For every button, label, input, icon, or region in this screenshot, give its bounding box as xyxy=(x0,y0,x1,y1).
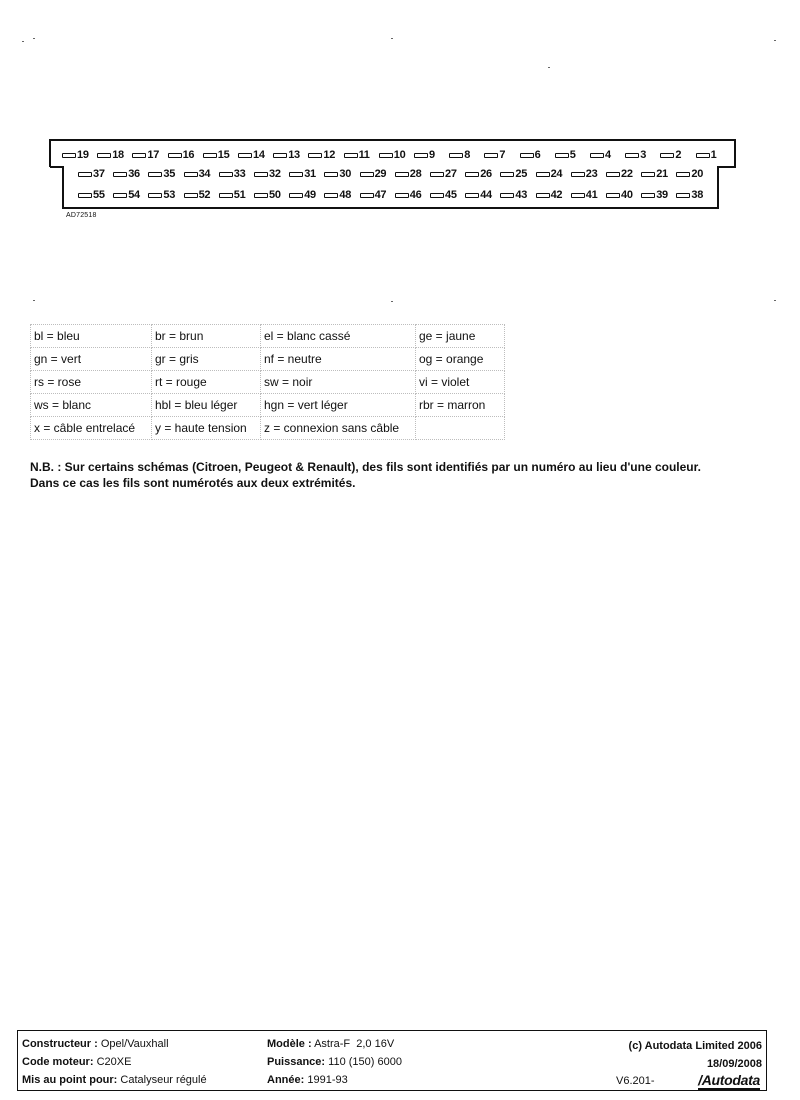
pin-number: 52 xyxy=(198,189,211,201)
pin-socket-icon xyxy=(606,172,620,177)
code-moteur-line xyxy=(22,1054,131,1070)
connector-pin xyxy=(449,147,470,163)
pin-number: 7 xyxy=(499,149,506,161)
annee-value: 1991-93 xyxy=(307,1074,348,1086)
pin-socket-icon xyxy=(484,153,498,158)
pin-number: 35 xyxy=(163,168,176,180)
connector-pin xyxy=(660,147,681,163)
pin-socket-icon xyxy=(184,172,198,177)
scan-speck xyxy=(774,300,776,301)
diagram-code: AD72518 xyxy=(66,212,97,219)
pin-socket-icon xyxy=(555,153,569,158)
scan-speck xyxy=(548,67,550,68)
connector-pin xyxy=(344,147,370,163)
connector-pin xyxy=(625,147,646,163)
pin-number: 14 xyxy=(253,149,265,161)
connector-pin xyxy=(360,166,387,182)
pin-socket-icon xyxy=(184,193,198,198)
pin-socket-icon xyxy=(500,193,514,198)
pin-number: 53 xyxy=(163,189,176,201)
connector-pin xyxy=(324,187,351,203)
pin-number: 4 xyxy=(605,149,611,161)
pin-socket-icon xyxy=(203,153,217,158)
connector-pin xyxy=(571,187,598,203)
connector-pin xyxy=(500,166,527,182)
constructeur-label: Constructeur : xyxy=(22,1038,98,1050)
connector-diagram xyxy=(38,137,738,211)
pin-socket-icon xyxy=(676,193,690,198)
legend-cell: rt = rouge xyxy=(152,371,261,394)
pin-socket-icon xyxy=(641,193,655,198)
pin-socket-icon xyxy=(168,153,182,158)
pin-number: 18 xyxy=(112,149,124,161)
copyright: (c) Autodata Limited 2006 xyxy=(628,1040,762,1052)
pin-socket-icon xyxy=(78,193,92,198)
pin-number: 32 xyxy=(269,168,281,180)
pin-socket-icon xyxy=(289,172,303,177)
legend-cell xyxy=(416,417,505,440)
legend-cell: sw = noir xyxy=(261,371,416,394)
connector-pin xyxy=(78,166,105,182)
connector-pin xyxy=(676,166,703,182)
constructeur-value: Opel/Vauxhall xyxy=(100,1038,169,1050)
pin-number: 13 xyxy=(288,149,300,161)
legend-cell: nf = neutre xyxy=(261,348,416,371)
pin-row-3 xyxy=(78,187,718,203)
pin-number: 49 xyxy=(304,189,316,201)
pin-socket-icon xyxy=(344,153,358,158)
pin-number: 26 xyxy=(480,168,492,180)
modele-label: Modèle : xyxy=(267,1038,312,1050)
pin-socket-icon xyxy=(113,172,127,177)
pin-socket-icon xyxy=(132,153,146,158)
legend-cell: bl = bleu xyxy=(31,325,152,348)
print-date: 18/09/2008 xyxy=(706,1058,762,1070)
pin-socket-icon xyxy=(571,172,585,177)
pin-socket-icon xyxy=(308,153,322,158)
connector-pin xyxy=(184,166,211,182)
connector-pin xyxy=(78,187,105,203)
legend-cell: gn = vert xyxy=(31,348,152,371)
pin-socket-icon xyxy=(289,193,303,198)
connector-pin xyxy=(184,187,211,203)
legend-cell: gr = gris xyxy=(152,348,261,371)
pin-socket-icon xyxy=(148,193,162,198)
pin-socket-icon xyxy=(520,153,534,158)
legend-row xyxy=(31,394,505,417)
connector-pin xyxy=(555,147,576,163)
mise-au-point-line xyxy=(22,1072,207,1088)
pin-socket-icon xyxy=(379,153,393,158)
connector-pin xyxy=(379,147,406,163)
brand-name: Autodata xyxy=(701,1072,760,1088)
legend-cell: y = haute tension xyxy=(152,417,261,440)
connector-pin xyxy=(203,147,230,163)
pin-number: 27 xyxy=(445,168,457,180)
connector-pin xyxy=(500,187,527,203)
pin-socket-icon xyxy=(590,153,604,158)
pin-number: 55 xyxy=(93,189,105,201)
pin-number: 42 xyxy=(550,189,563,201)
pin-socket-icon xyxy=(625,153,639,158)
pin-socket-icon xyxy=(254,172,268,177)
pin-socket-icon xyxy=(360,172,374,177)
connector-pin xyxy=(273,147,300,163)
pin-number: 9 xyxy=(429,149,435,161)
slash-icon: / xyxy=(698,1072,702,1088)
connector-pin xyxy=(219,187,246,203)
pin-socket-icon xyxy=(465,172,479,177)
pin-number: 41 xyxy=(585,189,598,201)
pin-socket-icon xyxy=(696,153,710,158)
pin-number: 33 xyxy=(233,168,246,180)
pin-row-1 xyxy=(62,147,722,163)
pin-number: 16 xyxy=(182,149,195,161)
pin-number: 46 xyxy=(409,189,422,201)
pin-socket-icon xyxy=(273,153,287,158)
pin-socket-icon xyxy=(430,172,444,177)
legend-cell: ws = blanc xyxy=(31,394,152,417)
pin-number: 36 xyxy=(128,168,140,180)
note-line-1: N.B. : Sur certains schémas (Citroen, Peugeot & Renault), des fils sont identifiés par un numéro au lieu d'une couleur. xyxy=(30,460,701,474)
constructeur-line xyxy=(22,1036,169,1052)
connector-pin xyxy=(148,187,175,203)
modele-line xyxy=(267,1036,394,1052)
pin-number: 29 xyxy=(374,168,387,180)
scan-speck xyxy=(391,38,393,39)
connector-pin xyxy=(536,166,563,182)
pin-socket-icon xyxy=(449,153,463,158)
pin-number: 6 xyxy=(534,149,541,161)
pin-number: 45 xyxy=(445,189,457,201)
pin-number: 37 xyxy=(93,168,105,180)
pin-socket-icon xyxy=(676,172,690,177)
pin-number: 23 xyxy=(585,168,598,180)
legend-cell: x = câble entrelacé xyxy=(31,417,152,440)
legend-row xyxy=(31,348,505,371)
legend-row xyxy=(31,325,505,348)
legend-cell: vi = violet xyxy=(416,371,505,394)
pin-number: 5 xyxy=(569,149,576,161)
connector-pin xyxy=(132,147,159,163)
pin-number: 44 xyxy=(480,189,492,201)
legend-cell: el = blanc cassé xyxy=(261,325,416,348)
pin-socket-icon xyxy=(62,153,76,158)
connector-pin xyxy=(324,166,351,182)
connector-pin xyxy=(536,187,563,203)
pin-socket-icon xyxy=(97,153,111,158)
footer-info-box xyxy=(17,1030,767,1091)
note-line-2: Dans ce cas les fils sont numérotés aux deux extrémités. xyxy=(30,476,356,490)
pin-number: 54 xyxy=(128,189,140,201)
pin-number: 11 xyxy=(358,149,370,161)
pin-number: 38 xyxy=(691,189,704,201)
annee-label: Année: xyxy=(267,1074,305,1086)
pin-number: 19 xyxy=(77,149,89,161)
connector-pin xyxy=(484,147,505,163)
pin-number: 20 xyxy=(691,168,704,180)
connector-pin xyxy=(465,166,492,182)
pin-socket-icon xyxy=(414,153,428,158)
mise-au-point-value: Catalyseur régulé xyxy=(120,1074,207,1086)
note-paragraph xyxy=(30,459,780,491)
mise-au-point-label: Mis au point pour: xyxy=(22,1074,118,1086)
legend-cell: br = brun xyxy=(152,325,261,348)
legend-row xyxy=(31,371,505,394)
pin-socket-icon xyxy=(78,172,92,177)
legend-cell: og = orange xyxy=(416,348,505,371)
color-legend-table xyxy=(30,324,505,440)
pin-socket-icon xyxy=(395,193,409,198)
connector-pin xyxy=(395,166,422,182)
pin-socket-icon xyxy=(430,193,444,198)
pin-number: 10 xyxy=(393,149,406,161)
connector-pin xyxy=(238,147,265,163)
pin-socket-icon xyxy=(148,172,162,177)
connector-pin xyxy=(219,166,246,182)
pin-number: 50 xyxy=(269,189,281,201)
connector-pin xyxy=(289,187,316,203)
legend-cell: ge = jaune xyxy=(416,325,505,348)
connector-pin xyxy=(254,166,281,182)
connector-pin xyxy=(113,187,140,203)
connector-pin xyxy=(430,166,457,182)
pin-number: 22 xyxy=(621,168,633,180)
pin-socket-icon xyxy=(571,193,585,198)
scan-speck xyxy=(22,41,24,42)
connector-pin xyxy=(590,147,611,163)
connector-pin xyxy=(360,187,387,203)
pin-number: 17 xyxy=(147,149,160,161)
autodata-logo xyxy=(698,1073,760,1090)
pin-socket-icon xyxy=(395,172,409,177)
pin-number: 51 xyxy=(233,189,246,201)
connector-pin xyxy=(62,147,89,163)
pin-number: 40 xyxy=(621,189,633,201)
annee-line xyxy=(267,1072,348,1088)
pin-socket-icon xyxy=(500,172,514,177)
scan-speck xyxy=(774,40,776,41)
pin-number: 47 xyxy=(374,189,387,201)
legend-cell: rbr = marron xyxy=(416,394,505,417)
pin-number: 3 xyxy=(640,149,647,161)
pin-number: 48 xyxy=(339,189,352,201)
puissance-label: Puissance: xyxy=(267,1056,326,1068)
pin-number: 8 xyxy=(464,149,471,161)
connector-pin xyxy=(308,147,335,163)
connector-pin xyxy=(113,166,140,182)
puissance-value: 110 (150) 6000 xyxy=(328,1056,402,1068)
connector-pin xyxy=(97,147,124,163)
connector-pin xyxy=(641,187,668,203)
pin-socket-icon xyxy=(219,172,233,177)
pin-number: 1 xyxy=(710,149,717,161)
pin-socket-icon xyxy=(606,193,620,198)
connector-pin xyxy=(606,166,633,182)
pin-socket-icon xyxy=(641,172,655,177)
legend-cell: rs = rose xyxy=(31,371,152,394)
pin-socket-icon xyxy=(219,193,233,198)
legend-cell: z = connexion sans câble xyxy=(261,417,416,440)
pin-socket-icon xyxy=(465,193,479,198)
legend-row xyxy=(31,417,505,440)
pin-socket-icon xyxy=(324,172,338,177)
pin-number: 34 xyxy=(198,168,211,180)
pin-socket-icon xyxy=(660,153,674,158)
code-moteur-value: C20XE xyxy=(96,1056,132,1068)
pin-socket-icon xyxy=(238,153,252,158)
pin-socket-icon xyxy=(113,193,127,198)
modele-value: Astra-F 2,0 16V xyxy=(314,1038,395,1050)
pin-socket-icon xyxy=(536,172,550,177)
connector-pin xyxy=(676,187,703,203)
connector-pin xyxy=(641,166,668,182)
connector-pin xyxy=(696,147,717,163)
legend-cell: hbl = bleu léger xyxy=(152,394,261,417)
pin-number: 39 xyxy=(656,189,668,201)
legend-cell: hgn = vert léger xyxy=(261,394,416,417)
connector-pin xyxy=(571,166,598,182)
puissance-line xyxy=(267,1054,402,1070)
connector-pin xyxy=(520,147,541,163)
connector-pin xyxy=(148,166,175,182)
pin-row-2 xyxy=(78,166,718,182)
pin-number: 30 xyxy=(339,168,352,180)
pin-number: 24 xyxy=(550,168,563,180)
pin-socket-icon xyxy=(536,193,550,198)
connector-pin xyxy=(289,166,316,182)
connector-pin xyxy=(395,187,422,203)
pin-number: 21 xyxy=(656,168,668,180)
pin-socket-icon xyxy=(324,193,338,198)
connector-pin xyxy=(168,147,195,163)
connector-pin xyxy=(414,147,435,163)
connector-pin xyxy=(465,187,492,203)
pin-number: 31 xyxy=(304,168,316,180)
scan-speck xyxy=(391,301,393,302)
pin-number: 2 xyxy=(675,149,682,161)
pin-socket-icon xyxy=(254,193,268,198)
pin-number: 28 xyxy=(409,168,422,180)
connector-pin xyxy=(606,187,633,203)
pin-socket-icon xyxy=(360,193,374,198)
pin-number: 15 xyxy=(217,149,230,161)
version: V6.201- xyxy=(616,1075,655,1087)
pin-number: 43 xyxy=(515,189,528,201)
connector-pin xyxy=(254,187,281,203)
pin-number: 12 xyxy=(323,149,336,161)
pin-number: 25 xyxy=(515,168,528,180)
scan-speck xyxy=(33,300,35,301)
code-moteur-label: Code moteur: xyxy=(22,1056,94,1068)
scan-speck xyxy=(33,38,35,39)
connector-pin xyxy=(430,187,457,203)
